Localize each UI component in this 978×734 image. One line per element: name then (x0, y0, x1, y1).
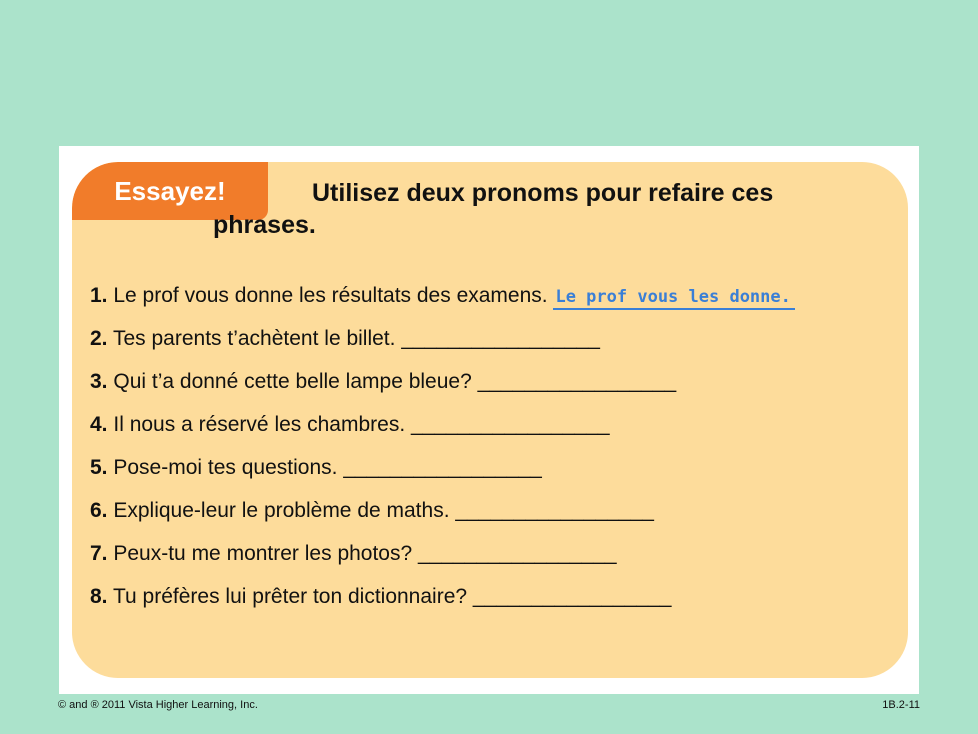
exercise-item-1 (90, 281, 795, 324)
exercise-item-5 (90, 453, 795, 496)
answer-blank: _________________ (343, 456, 542, 479)
item-sentence: Pose-moi tes questions. (113, 456, 338, 479)
exercise-item-6 (90, 496, 795, 539)
exercise-list (90, 281, 795, 625)
answer-blank: _________________ (472, 585, 672, 608)
item-number: 2. (90, 327, 108, 350)
item-sentence: Il nous a réservé les chambres. (113, 413, 406, 436)
item-number: 3. (90, 370, 108, 393)
item-sentence: Explique-leur le problème de maths. (113, 499, 450, 522)
answer-blank: _________________ (401, 327, 600, 350)
exercise-item-2 (90, 324, 795, 367)
exercise-item-4 (90, 410, 795, 453)
essayez-tag: Essayez! (72, 162, 268, 220)
slide-number: 1B.2-11 (882, 699, 920, 711)
item-number: 6. (90, 499, 108, 522)
item-number: 8. (90, 585, 108, 608)
item-number: 7. (90, 542, 108, 565)
activity-instructions: Utilisez deux pronoms pour refaire ces phrases. (213, 179, 774, 239)
item-number: 5. (90, 456, 108, 479)
answer-blank: _________________ (418, 542, 617, 565)
item-sentence: Qui t’a donné cette belle lampe bleue? (113, 370, 472, 393)
exercise-item-7 (90, 539, 795, 582)
copyright-notice: © and ® 2011 Vista Higher Learning, Inc. (58, 699, 258, 711)
item-number: 4. (90, 413, 108, 436)
item-sentence: Tu préfères lui prêter ton dictionnaire? (112, 585, 468, 608)
item-sentence: Tes parents t’achètent le billet. (112, 327, 396, 350)
answer-blank: _________________ (411, 413, 610, 436)
item-sentence: Le prof vous donne les résultats des examens. (113, 284, 548, 307)
exercise-item-3 (90, 367, 795, 410)
activity-card (72, 162, 908, 678)
item-sentence: Peux-tu me montrer les photos? (113, 542, 413, 565)
answer-blank: _________________ (477, 370, 677, 393)
item-answer: Le prof vous les donne. (553, 286, 794, 310)
answer-blank: _________________ (455, 499, 654, 522)
item-number: 1. (90, 284, 108, 307)
exercise-item-8 (90, 582, 795, 625)
